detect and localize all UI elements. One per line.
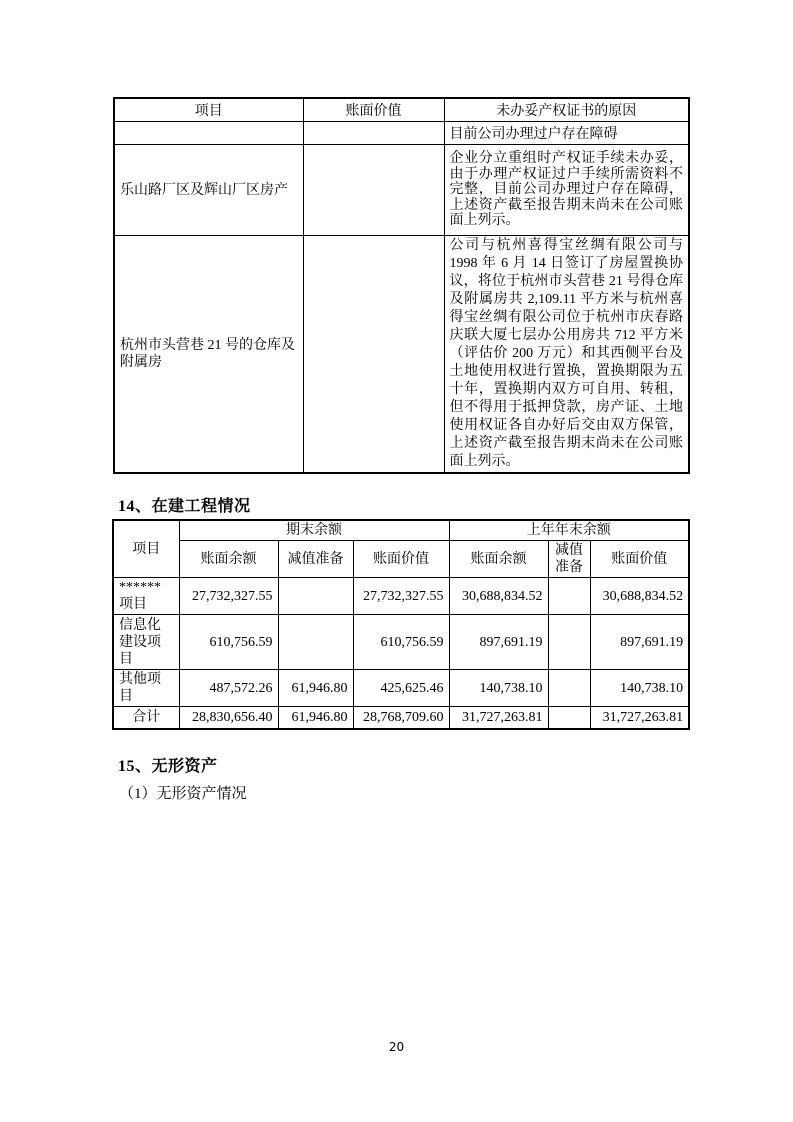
- table-row: [113, 615, 689, 670]
- column-header-book-value: 账面价值: [303, 98, 444, 122]
- subheader-book-value: 账面价值: [590, 541, 689, 578]
- value-cell: 140,738.10: [449, 670, 548, 707]
- total-row: [113, 707, 689, 729]
- total-value-cell: 28,830,656.40: [179, 707, 278, 729]
- subheader-book-balance: 账面余额: [179, 541, 278, 578]
- item-cell: [114, 122, 303, 145]
- section-15-title: 15、无形资产: [118, 758, 218, 775]
- table-row: [113, 670, 689, 707]
- value-cell: 61,946.80: [278, 670, 353, 707]
- value-cell: [278, 615, 353, 670]
- column-header-reason: 未办妥产权证书的原因: [444, 98, 689, 122]
- item-cell: 信息化建设项目: [113, 615, 179, 670]
- table-row: [114, 122, 689, 145]
- value-cell: [548, 578, 590, 615]
- value-cell: 27,732,327.55: [353, 578, 449, 615]
- value-cell: 425,625.46: [353, 670, 449, 707]
- item-cell: 其他项目: [113, 670, 179, 707]
- section-14-title: 14、在建工程情况: [118, 498, 251, 515]
- section-15-subtitle: （1）无形资产情况: [119, 786, 247, 802]
- table-row: [114, 236, 689, 474]
- book-value-cell: [303, 236, 444, 474]
- total-value-cell: 28,768,709.60: [353, 707, 449, 729]
- page-number: 20: [388, 1040, 405, 1054]
- column-header-item: 项目: [114, 98, 303, 122]
- property-certificate-table: [113, 97, 690, 474]
- table-row: [113, 578, 689, 615]
- value-cell: 610,756.59: [353, 615, 449, 670]
- table-header-row: [114, 98, 689, 122]
- reason-cell: 公司与杭州喜得宝丝绸有限公司与 1998 年 6 月 14 日签订了房屋置换协议，将位于杭州市头营巷 21 号得仓库及附属房共 2,109.11 平方米与杭州喜得宝丝绸有限公司位于杭州市庆春路庆联大厦七层办公用房共 712 平方米（评估价 200 万元）和其西侧平台及土地使用权进行置换，置换期限为五十年，置换期内双方可自用、转租，但不得用于抵押贷款，房产证、土地使用权证各自办好后交由双方保管，上述资产截至报告期末尚未在公司账面上列示。: [444, 236, 689, 474]
- total-value-cell: 31,727,263.81: [590, 707, 689, 729]
- value-cell: [548, 670, 590, 707]
- value-cell: 487,572.26: [179, 670, 278, 707]
- value-cell: 610,756.59: [179, 615, 278, 670]
- value-cell: 897,691.19: [590, 615, 689, 670]
- subheader-book-balance: 账面余额: [449, 541, 548, 578]
- group-header-ending-balance: 期末余额: [179, 520, 449, 541]
- group-header-prior-year-balance: 上年年末余额: [449, 520, 689, 541]
- item-cell: ******项目: [113, 578, 179, 615]
- reason-cell: 企业分立重组时产权证手续未办妥，由于办理产权证过户手续所需资料不完整，目前公司办理过户存在障碍，上述资产截至报告期末尚未在公司账面上列示。: [444, 145, 689, 236]
- book-value-cell: [303, 145, 444, 236]
- value-cell: 140,738.10: [590, 670, 689, 707]
- subheader-impairment: 减值准备: [548, 541, 590, 578]
- value-cell: 30,688,834.52: [590, 578, 689, 615]
- subheader-impairment: 减值准备: [278, 541, 353, 578]
- value-cell: 897,691.19: [449, 615, 548, 670]
- total-value-cell: 31,727,263.81: [449, 707, 548, 729]
- value-cell: [278, 578, 353, 615]
- column-header-item: 项目: [113, 520, 179, 578]
- item-cell: 杭州市头营巷 21 号的仓库及附属房: [114, 236, 303, 474]
- subheader-book-value: 账面价值: [353, 541, 449, 578]
- reason-cell: 目前公司办理过户存在障碍: [444, 122, 689, 145]
- table-row: [114, 145, 689, 236]
- group-header-row: [113, 520, 689, 541]
- item-cell: 乐山路厂区及辉山厂区房产: [114, 145, 303, 236]
- book-value-cell: [303, 122, 444, 145]
- value-cell: [548, 615, 590, 670]
- total-value-cell: 61,946.80: [278, 707, 353, 729]
- value-cell: 30,688,834.52: [449, 578, 548, 615]
- total-label-cell: 合计: [113, 707, 179, 729]
- construction-in-progress-table: [112, 519, 690, 730]
- total-value-cell: [548, 707, 590, 729]
- sub-header-row: [113, 541, 689, 578]
- value-cell: 27,732,327.55: [179, 578, 278, 615]
